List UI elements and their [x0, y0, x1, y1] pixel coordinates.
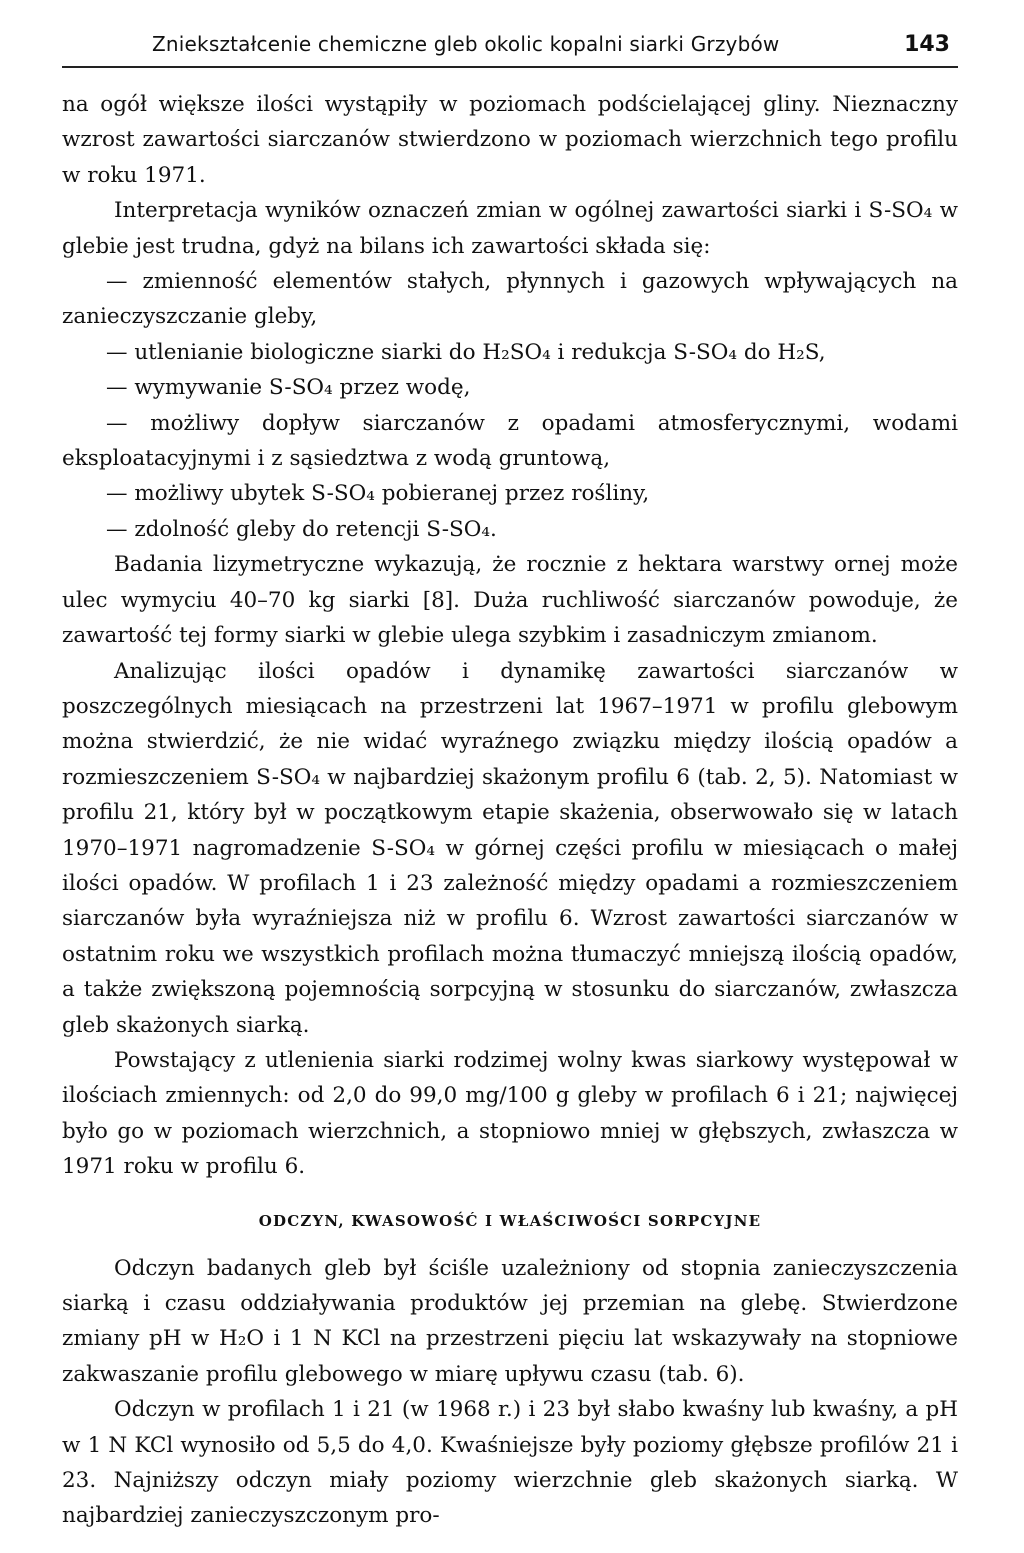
- list-item: — utlenianie biologiczne siarki do H₂SO₄ i redukcja S-SO₄ do H₂S,: [106, 339, 826, 365]
- list-item: — możliwy ubytek S-SO₄ pobieranej przez rośliny,: [106, 481, 650, 507]
- list-item: — zmienność elementów stałych, płynnych i gazowych wpływających na zanieczyszczanie gleby,: [62, 269, 958, 330]
- list-item: — zdolność gleby do retencji S-SO₄.: [106, 516, 497, 542]
- section-heading: ODCZYN, KWASOWOŚĆ I WŁAŚCIWOŚCI SORPCYJNE: [258, 1211, 762, 1230]
- paragraph: Interpretacja wyników oznaczeń zmian w ogólnej zawartości siarki i S-SO₄ w glebie jest trudna, gdyż na bilans ich zawartości składa się:: [62, 198, 958, 259]
- paragraph: na ogół większe ilości wystąpiły w poziomach podścielającej gliny. Nieznaczny wzrost zawartości siarczanów stwierdzono w poziomach wierzchnich tego profilu w roku 1971.: [62, 92, 958, 188]
- paragraph: Analizując ilości opadów i dynamikę zawartości siarczanów w poszczególnych miesiącach na przestrzeni lat 1967–1971 w profilu glebowym można stwierdzić, że nie widać wyraźnego związku między ilością opadów a rozmieszczeniem S-SO₄ w najbardziej skażonym profilu 6 (tab. 2, 5). Natomiast w profilu 21, który był w początkowym etapie skażenia, obserwowało się w latach 1970–1971 nagromadzenie S-SO₄ w górnej części profilu w miesiącach o małej ilości opadów. W profilach 1 i 23 zależność między opadami a rozmieszczeniem siarczanów była wyraźniejsza niż w profilu 6. Wzrost zawartości siarczanów w ostatnim roku we wszystkich profilach można tłumaczyć mniejszą ilością opadów, a także zwiększoną pojemnością sorpcyjną w stosunku do siarczanów, zwłaszcza gleb skażonych siarką.: [62, 658, 958, 1038]
- list-item: — wymywanie S-SO₄ przez wodę,: [106, 375, 471, 401]
- paragraph: Odczyn badanych gleb był ściśle uzależniony od stopnia zanieczyszczenia siarką i czasu oddziaływania produktów jej przemian na glebę. Stwierdzone zmiany pH w H₂O i 1 N KCl na przestrzeni pięciu lat wskazywały na stopniowe zakwaszanie profilu glebowego w miarę upływu czasu (tab. 6).: [62, 1255, 958, 1387]
- article-body: [62, 87, 958, 1534]
- page-number: 143: [904, 32, 950, 57]
- list-item: — możliwy dopływ siarczanów z opadami atmosferycznymi, wodami eksploatacyjnymi i z sąsiedztwa z wodą gruntową,: [62, 410, 958, 472]
- running-title: Zniekształcenie chemiczne gleb okolic kopalni siarki Grzybów: [152, 32, 780, 56]
- paragraph: Badania lizymetryczne wykazują, że rocznie z hektara warstwy ornej może ulec wymyciu 40–70 kg siarki [8]. Duża ruchliwość siarczanów powoduje, że zawartość tej formy siarki w glebie ulega szybkim i zasadniczym zmianom.: [62, 552, 958, 649]
- paragraph: Powstający z utlenienia siarki rodzimej wolny kwas siarkowy występował w ilościach zmiennych: od 2,0 do 99,0 mg/100 g gleby w profilach 6 i 21; najwięcej było go w poziomach wierzchnich, a stopniowo mniej w głębszych, zwłaszcza w 1971 roku w profilu 6.: [62, 1047, 958, 1180]
- paragraph: Odczyn w profilach 1 i 21 (w 1968 r.) i 23 był słabo kwaśny lub kwaśny, a pH w 1 N KCl wynosiło od 5,5 do 4,0. Kwaśniejsze były poziomy głębsze profilów 21 i 23. Najniższy odczyn miały poziomy wierzchnie gleb skażonych siarką. W najbardziej zanieczyszczonym pro-: [62, 1397, 958, 1529]
- running-head: [62, 26, 958, 68]
